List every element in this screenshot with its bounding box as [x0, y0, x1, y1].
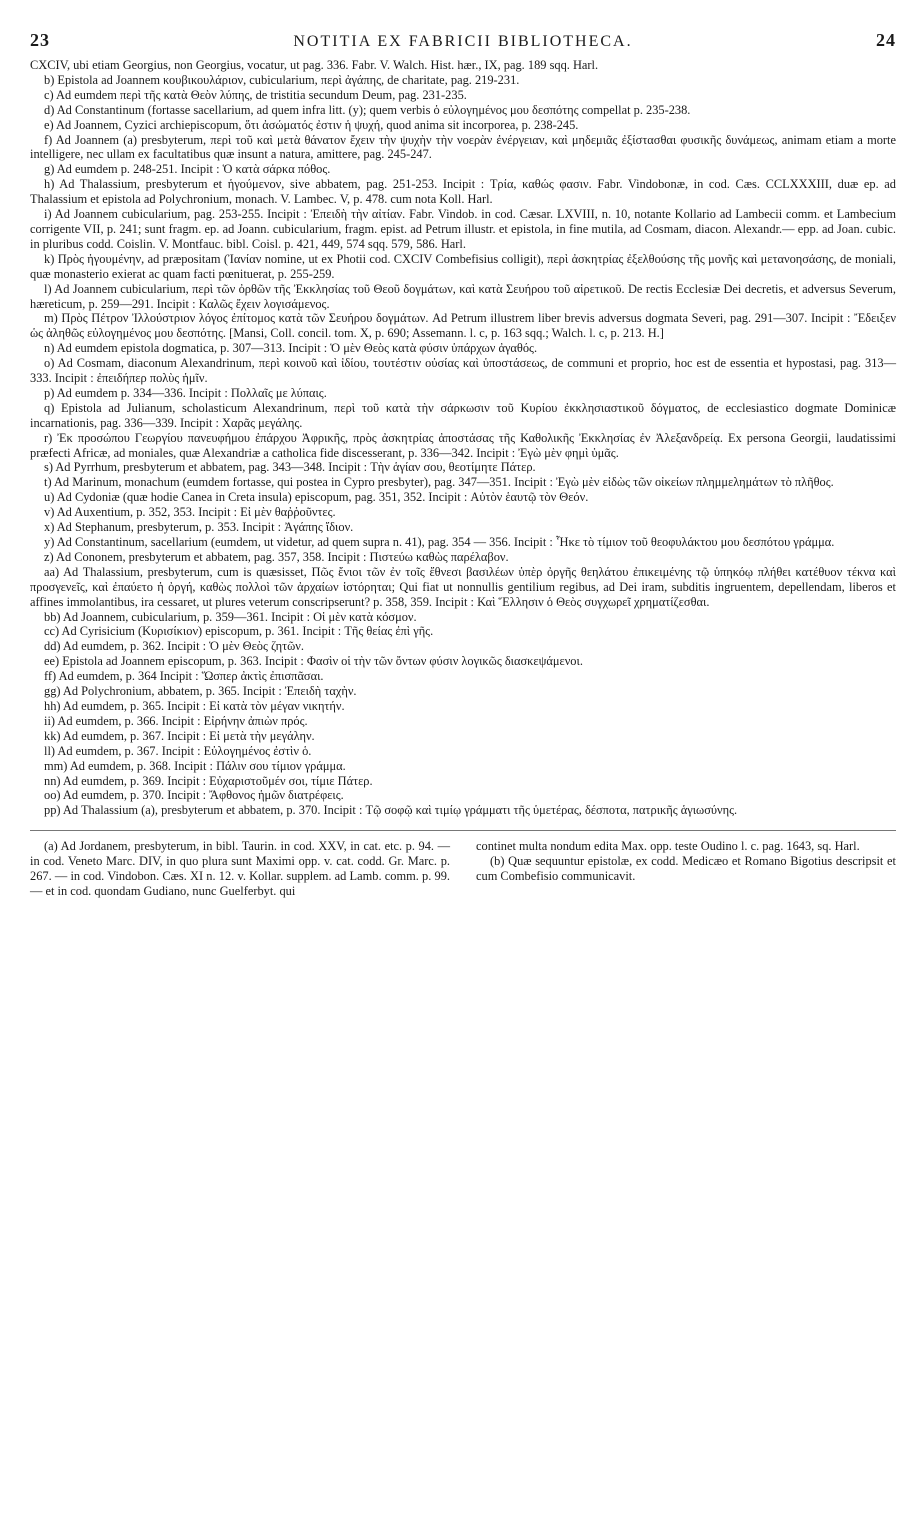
- entry-gg: gg) Ad Polychronium, abbatem, p. 365. Incipit : Ἐπειδὴ ταχὴν.: [44, 684, 357, 699]
- entry-cc: cc) Ad Cyrisicium (Κυρισίκιον) episcopum, p. 361. Incipit : Τῆς θείας ἐπὶ γῆς.: [44, 624, 434, 639]
- entry-y: y) Ad Constantinum, sacellarium (eumdem, ut videtur, ad quem supra n. 41), pag. 354 — 356. Incipit : Ἧκε τὸ τίμιον τοῦ θεοφυλάκτου μου δεσπότου γράμμα.: [44, 535, 835, 549]
- entry-bb: bb) Ad Joannem, cubicularium, p. 359—361. Incipit : Οἱ μὲν κατὰ κόσμον.: [44, 609, 417, 624]
- entry-mm: mm) Ad eumdem, p. 368. Incipit : Πάλιν σου τίμιον γράμμα.: [44, 758, 346, 773]
- entry-f: f) Ad Joannem (a) presbyterum, περὶ τοῦ καὶ μετὰ θάνατον ἔχειν τὴν ψυχὴν τὴν νοερὰν ἐνέργειαν, καὶ μηδεμιᾶς ἐξίστασθαι φυσικῆς δυνάμεως, animam etiam a morte intelligere, nec ullam ex facultatibus quæ insunt a natura, amittere, pag. 245-247.: [30, 132, 896, 162]
- entry-dd: dd) Ad eumdem, p. 362. Incipit : Ὁ μὲν Θεὸς ζητῶν.: [44, 639, 304, 654]
- entry-s: s) Ad Pyrrhum, presbyterum et abbatem, pag. 343—348. Incipit : Τὴν ἁγίαν σου, θεοτίμητε Πάτερ.: [44, 460, 536, 475]
- entry-v: v) Ad Auxentium, p. 352, 353. Incipit : Εἰ μὲν θαῤῥοῦντες.: [44, 505, 336, 520]
- entry-u: u) Ad Cydoniæ (quæ hodie Canea in Creta insula) episcopum, pag. 351, 352. Incipit : Αὐτὸν ἑαυτῷ τὸν Θεόν.: [44, 490, 589, 505]
- entry-o: o) Ad Cosmam, diaconum Alexandrinum, περὶ κοινοῦ καὶ ἰδίου, τουτέστιν οὐσίας καὶ ὑποστάσεως, de communi et proprio, hoc est de essentia et hypostasi, pag. 313—333. Incipit : ἐπειδήπερ πολὺς ἡμῖν.: [30, 356, 896, 386]
- entry-kk: kk) Ad eumdem, p. 367. Incipit : Εἰ μετὰ τὴν μεγάλην.: [44, 728, 315, 743]
- page: [30, 30, 896, 899]
- main-text: [30, 58, 896, 818]
- entry-ee: ee) Epistola ad Joannem episcopum, p. 363. Incipit : Φασὶν οἱ τὴν τῶν ὄντων φύσιν λογικῶς διασκεψάμενοι.: [44, 654, 583, 669]
- running-title: NOTITIA EX FABRICII BIBLIOTHECA.: [293, 33, 633, 50]
- entry-ii: ii) Ad eumdem, p. 366. Incipit : Εἰρήνην ἀπιὼν πρός.: [44, 713, 308, 728]
- footnote-right-column: [476, 839, 896, 899]
- entry-ll: ll) Ad eumdem, p. 367. Incipit : Εὐλογημένος ἐστὶν ὁ.: [44, 743, 312, 758]
- entry-continuation: CXCIV, ubi etiam Georgius, non Georgius, vocatur, ut pag. 336. Fabr. V. Walch. Hist. hær., IX, pag. 189 sqq. Harl.: [30, 58, 599, 72]
- entry-i: i) Ad Joannem cubicularium, pag. 253-255. Incipit : Ἐπειδὴ τὴν αἰτίαν. Fabr. Vindob. in cod. Cæsar. LXVIII, n. 10, notante Kollario ad Lambecii comm. et Lambecium corrigente VII, p. 241; sunt fragm. ep. ad Joann. cubicularium, fragm. epist. ad Petrum illustr. et epistola, in fine mutila, ad Cosmam, diacon. Alexandr.— epp. ad Joan. cubic. in pluribus codd. Coislin. V. Montfauc. bibl. Coisl. p. 421, 449, 574 sqq. 579, 586. Harl.: [30, 207, 896, 251]
- entry-hh: hh) Ad eumdem, p. 365. Incipit : Εἰ κατὰ τὸν μέγαν νικητήν.: [44, 698, 345, 713]
- entry-l: l) Ad Joannem cubicularium, περὶ τῶν ὀρθῶν τῆς Ἐκκλησίας τοῦ Θεοῦ δογμάτων, καὶ κατὰ Σευήρου τοῦ αἱρετικοῦ. De rectis Ecclesiæ Dei decretis, et adversus Severum, hæreticum, p. 259—291. Incipit : Καλῶς ἔχειν λογισάμενος.: [30, 281, 896, 311]
- entry-z: z) Ad Cononem, presbyterum et abbatem, pag. 357, 358. Incipit : Πιστεύω καθὼς παρέλαβον.: [44, 549, 509, 564]
- entry-q: q) Epistola ad Julianum, scholasticum Alexandrinum, περὶ τοῦ κατὰ τὴν σάρκωσιν τοῦ Κυρίου ἐκκλησιαστικοῦ δόγματος, de ecclesiastico dogmate Dominicæ incarnationis, pag. 336—339. Incipit : Χαρᾶς μεγάλης.: [30, 400, 896, 430]
- footnotes: [30, 839, 896, 899]
- entry-nn: nn) Ad eumdem, p. 369. Incipit : Εὐχαριστοῦμέν σοι, τίμιε Πάτερ.: [44, 773, 373, 788]
- entry-ff: ff) Ad eumdem, p. 364 Incipit : Ὥσπερ ἀκτὶς ἐπισπᾶσαι.: [44, 669, 324, 684]
- entry-p: p) Ad eumdem p. 334—336. Incipit : Πολλαῖς με λύπαις.: [44, 385, 327, 400]
- left-page-number: 23: [30, 30, 50, 50]
- entry-d: d) Ad Constantinum (fortasse sacellarium, ad quem infra litt. (y); quem verbis ὁ εὐλογημένος μου δεσπότης compellat p. 235-238.: [44, 102, 691, 117]
- right-page-number: 24: [875, 30, 896, 50]
- entry-m: m) Πρὸς Πέτρον Ἰλλούστριον λόγος ἐπίτομος κατὰ τῶν Σευήρου δογμάτων. Ad Petrum illustrem liber brevis adversus dogmata Severi, pag. 291—307. Incipit : Ἔδειξεν ὡς ἀληθῶς εὐλογημένος μου δεσπότης. [Mansi, Coll. concil. tom. X, p. 690; Assemann. l. c, p. 163 sqq.; Walch. l. c, p. 213. H.]: [30, 311, 896, 341]
- footnote-divider: [30, 830, 896, 831]
- footnote-left-column: [30, 839, 450, 899]
- entry-h: h) Ad Thalassium, presbyterum et ἡγούμενον, sive abbatem, pag. 251-253. Incipit : Τρία, καθώς φασιν. Fabr. Vindobonæ, in cod. Cæs. CCLXXXIII, duæ ep. ad Thalassium et epistola ad Polychronium, monach. V. Lambec. V, p. 478. cum nota Koll. Harl.: [30, 177, 896, 207]
- entry-b: b) Epistola ad Joannem κουβικουλάριον, cubicularium, περὶ ἀγάπης, de charitate, pag. 219-231.: [44, 72, 520, 87]
- entry-pp: pp) Ad Thalassium (a), presbyterum et abbatem, p. 370. Incipit : Τῷ σοφῷ καὶ τιμίῳ γράμματι τῆς ὑμετέρας, δέσποτα, πατρικῆς ἁγιωσύνης.: [44, 803, 738, 818]
- entry-n: n) Ad eumdem epistola dogmatica, p. 307—313. Incipit : Ὁ μὲν Θεὸς κατὰ φύσιν ὑπάρχων ἀγαθός.: [44, 341, 538, 356]
- entry-t: t) Ad Marinum, monachum (eumdem fortasse, qui postea in Cypro presbyter), pag. 347—351. Incipit : Ἐγὼ μὲν εἰδὼς τῶν οἰκείων πλημμελημάτων τὸ πλῆθος.: [44, 475, 834, 490]
- entry-x: x) Ad Stephanum, presbyterum, p. 353. Incipit : Ἀγάπης ἴδιον.: [44, 520, 354, 535]
- entry-k: k) Πρὸς ἡγουμένην, ad præpositam (Ἰανίαν nomine, ut ex Photii cod. CXCIV Combefisius colligit), περὶ ἀσκητρίας ἐξελθούσης τῆς μονῆς καὶ μετανοησάσης, de moniali, quæ monasterio exierat ac quam facti pœnituerat, p. 255-259.: [30, 251, 896, 281]
- page-header: [30, 30, 896, 56]
- entry-e: e) Ad Joannem, Cyzici archiepiscopum, ὅτι ἀσώματός ἐστιν ἡ ψυχή, quod anima sit incorporea, p. 238-245.: [44, 117, 579, 132]
- entry-aa: aa) Ad Thalassium, presbyterum, cum is quæsisset, Πῶς ἔνιοι τῶν ἐν τοῖς ἔθνεσι βασιλέων ὑπὲρ ὀργῆς θεηλάτου ἐπικειμένης τῷ ὑπηκόῳ πλήθει κατέθυον τέκνα καὶ προσγενεῖς, καὶ ἐπαύετο ἡ ὀργή, καθὼς πολλοὶ τῶν ἀρχαίων ἱστόρηται; Qui fiat ut nonnullis gentilium regibus, ad Dei iram, subditis ingruentem, depellendam, liberos et affines immolantibus, ira cessaret, ut plures veterum conscripserunt? p. 358, 359. Incipit : Καὶ Ἕλλησιν ὁ Θεὸς συγχωρεῖ χρηματίζεσθαι.: [30, 564, 896, 609]
- entry-c: c) Ad eumdem περὶ τῆς κατὰ Θεὸν λύπης, de tristitia secundum Deum, pag. 231-235.: [44, 87, 467, 102]
- entry-g: g) Ad eumdem p. 248-251. Incipit : Ὁ κατὰ σάρκα πόθος.: [44, 162, 331, 177]
- footnote-a-continuation: continet multa nondum edita Max. opp. teste Oudino l. c. pag. 1643, sq. Harl.: [476, 839, 860, 854]
- footnote-a: (a) Ad Jordanem, presbyterum, in bibl. Taurin. in cod. XXV, in cat. etc. p. 94. — in cod. Veneto Marc. DIV, in quo plura sunt Maximi opp. v. cat. codd. Gr. Marc. p. 267. — in cod. Vindobon. Cæs. XI n. 12. v. Kollar. supplem. ad Lamb. comm. p. 99. — et in cod. quondam Gudiano, nunc Guelferbyt. qui: [30, 839, 450, 898]
- entry-oo: oo) Ad eumdem, p. 370. Incipit : Ἄφθονος ἡμῶν διατρέφεις.: [44, 788, 344, 803]
- footnote-b: (b) Quæ sequuntur epistolæ, ex codd. Medicæo et Romano Bigotius descripsit et cum Combefisio communicavit.: [476, 854, 896, 884]
- entry-r: r) Ἐκ προσώπου Γεωργίου πανευφήμου ἐπάρχου Ἀφρικῆς, πρὸς ἀσκητρίας ἀποστάσας τῆς Καθολικῆς Ἐκκλησίας ἐν Ἀλεξανδρείᾳ. Ex persona Georgii, laudatissimi præfecti Africæ, ad moniales, quæ Alexandriæ a catholica fide discesserant, p. 336—342. Incipit : Ἐγὼ μὲν φημὶ ὑμᾶς.: [30, 430, 896, 460]
